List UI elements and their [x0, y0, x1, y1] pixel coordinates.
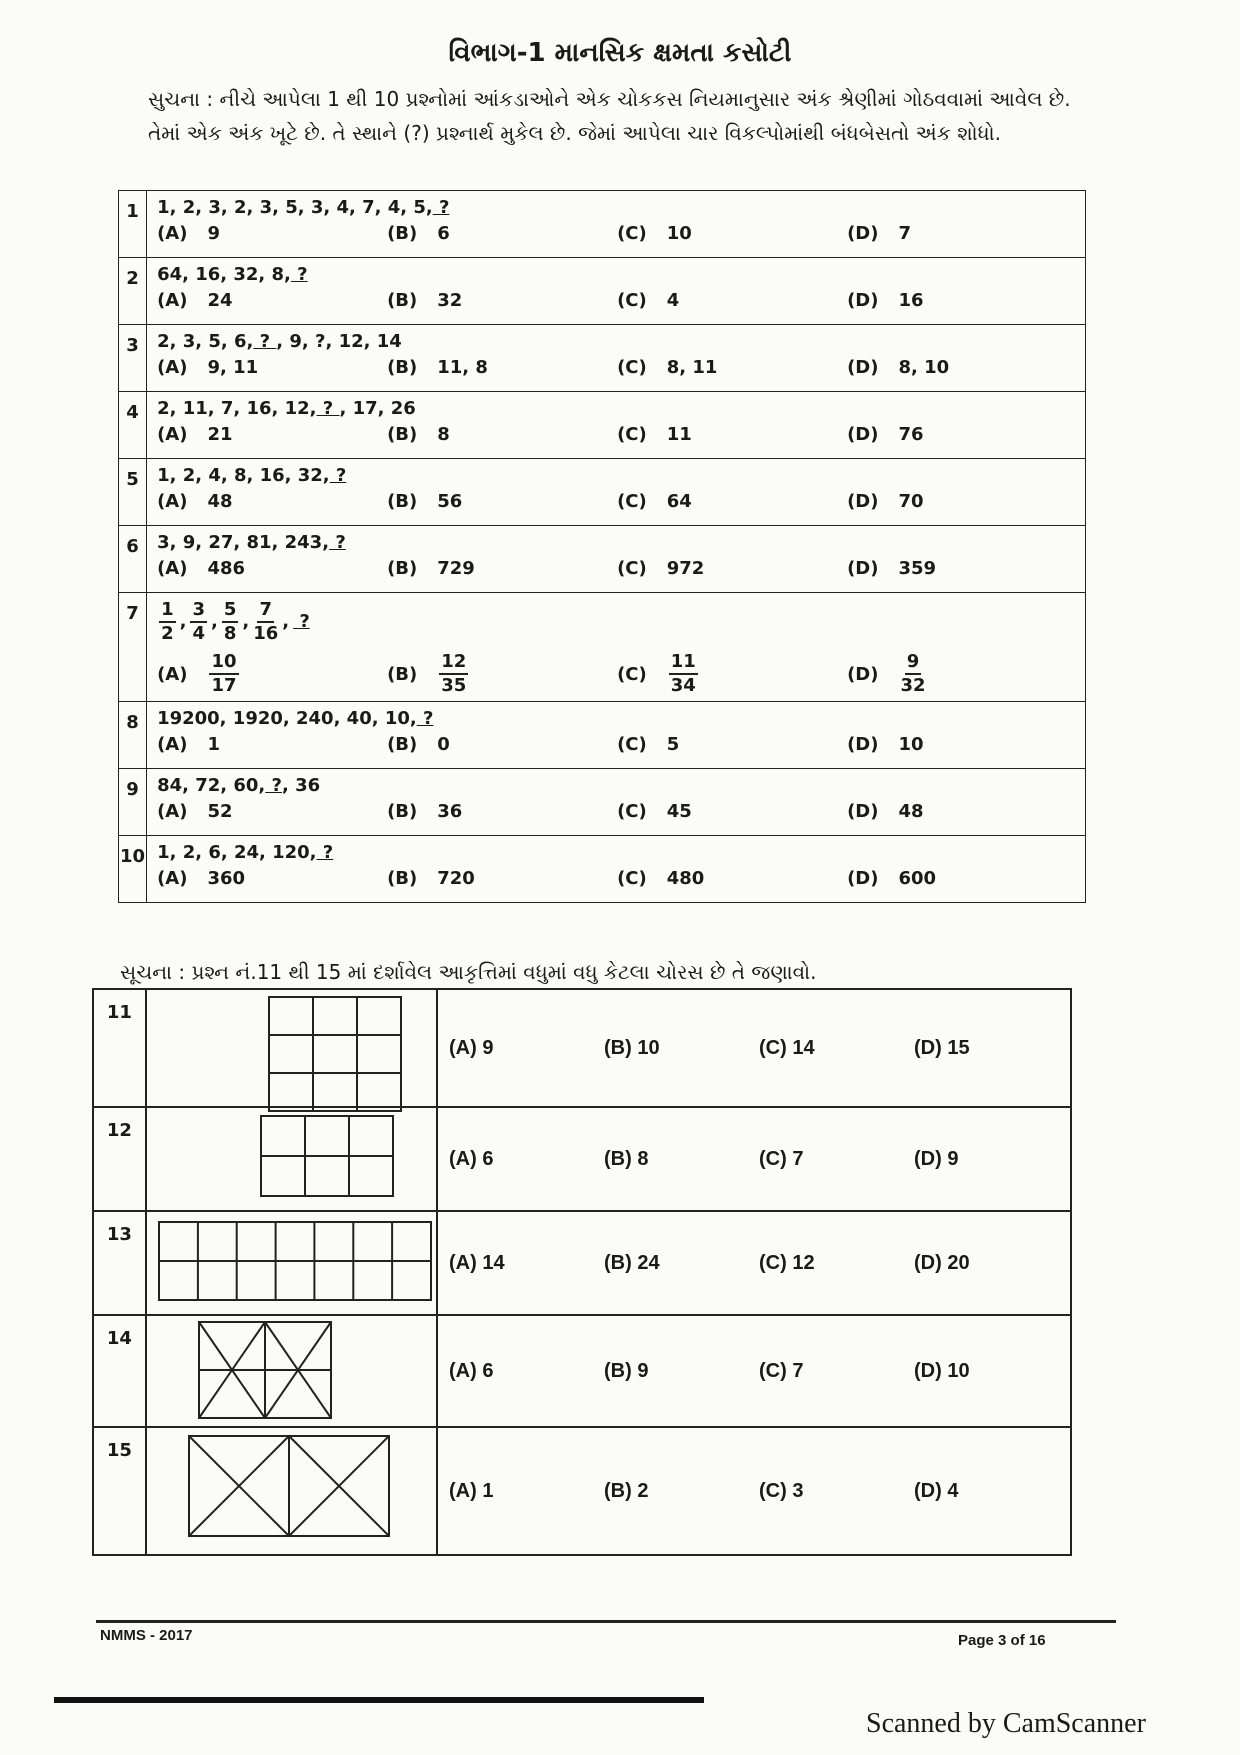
series-text: 2, 3, 5, 6,: [157, 331, 254, 352]
option-value: 360: [207, 868, 246, 889]
option-d[interactable]: (D) 15: [914, 1036, 970, 1059]
option-b[interactable]: (B) 8: [604, 1147, 649, 1170]
option-value: 720: [437, 868, 475, 889]
question-number: 4: [119, 392, 147, 459]
option-d[interactable]: [847, 357, 1077, 378]
option-label: (B): [387, 357, 418, 378]
option-label: (D): [847, 223, 879, 244]
footer-divider: [96, 1620, 1116, 1623]
options: [157, 734, 1077, 755]
options: [157, 491, 1077, 512]
option-a[interactable]: (A) 9: [449, 1036, 494, 1059]
question-body: [147, 836, 1086, 903]
option-b[interactable]: (B) 2: [604, 1479, 649, 1502]
series-questions-table: [118, 190, 1086, 903]
option-d[interactable]: [847, 290, 1077, 311]
instruction-series: સુચના : નીચે આપેલા 1 થી 10 પ્રશ્નોમાં આંકડાઓને એક ચોકકસ નિયમાનુસાર અંક શ્રેણીમાં ગોઠવવામાં આવેલ છે. તેમાં એક અંક ખૂટે છે. તે સ્થાને (?) પ્રશ્નાર્થ મુકેલ છે. જેમાં આપેલા ચાર વિકલ્પોમાંથી બંધબેસતો અંક શોધો.: [148, 87, 1071, 145]
answer-cell: [437, 1427, 1071, 1555]
option-value: 729: [437, 558, 475, 579]
option-value: 10: [666, 223, 692, 244]
figure-cell: [146, 1427, 437, 1555]
option-a[interactable]: [157, 868, 387, 889]
option-label: (C): [617, 491, 647, 512]
denominator: 16: [253, 623, 279, 644]
question-number: 6: [119, 526, 147, 593]
option-d[interactable]: [847, 558, 1077, 579]
option-c[interactable]: [617, 558, 847, 579]
footer-page-number: Page 3 of 16: [958, 1632, 1046, 1649]
separator: ,: [242, 610, 250, 632]
missing-term: ?: [329, 532, 346, 553]
option-a[interactable]: (A) 6: [449, 1359, 494, 1382]
option-value: 64: [666, 491, 692, 512]
option-value: 11, 8: [437, 357, 488, 378]
option-value: 36: [437, 801, 463, 822]
question-number: 14: [93, 1315, 146, 1427]
option-value: 5: [666, 734, 680, 755]
fraction: [253, 599, 278, 645]
question-body: [147, 258, 1086, 325]
option-label: (A): [157, 868, 188, 889]
option-value: 6: [437, 223, 450, 244]
question-row-4: [119, 392, 1086, 459]
missing-term: ?: [316, 398, 340, 419]
option-label: (B): [387, 558, 418, 579]
option-label: (C): [617, 424, 647, 445]
option-label: (B): [387, 868, 418, 889]
option-label: (A): [157, 223, 188, 244]
instruction-figures: સૂચના : પ્રશ્ન નં.11 થી 15 માં દર્શાવેલ આકૃત્તિમાં વધુમાં વધુ કેટલા ચોરસ છે તે જણાવો.: [120, 960, 817, 984]
missing-term: ?: [293, 610, 310, 632]
option-b[interactable]: [387, 734, 617, 755]
option-value: 32: [437, 290, 463, 311]
option-label: (A): [157, 290, 188, 311]
question-body: [147, 526, 1086, 593]
option-label: (A): [157, 357, 188, 378]
option-value: 486: [207, 558, 246, 579]
question-row-1: [119, 191, 1086, 258]
option-d[interactable]: (D) 4: [914, 1479, 959, 1502]
question-number: 9: [119, 769, 147, 836]
figure-cell: [146, 1315, 437, 1427]
series-text: 1, 2, 6, 24, 120,: [157, 842, 317, 863]
numerator: 7: [257, 599, 274, 623]
separator: ,: [282, 610, 290, 632]
option-a[interactable]: [157, 357, 387, 378]
option-value: 8: [437, 424, 450, 445]
option-value: 9: [207, 223, 220, 244]
question-number: 7: [119, 593, 147, 702]
figure-two-crossed-squares: [187, 1434, 397, 1544]
option-label: (B): [387, 424, 418, 445]
series-text-after: , 9, ?, 12, 14: [276, 331, 402, 352]
separator: ,: [179, 610, 187, 632]
option-label: (D): [847, 868, 879, 889]
option-label: (A): [157, 734, 188, 755]
option-a[interactable]: (A) 6: [449, 1147, 494, 1170]
missing-term: ?: [329, 465, 347, 486]
denominator: 34: [670, 675, 696, 696]
option-d[interactable]: [847, 801, 1077, 822]
numerator: 1: [159, 599, 176, 623]
question-number: 10: [119, 836, 147, 903]
option-label: (A): [157, 801, 188, 822]
question-row-15: [93, 1427, 1071, 1555]
denominator: 17: [211, 675, 237, 696]
figure-grid-2x3: [259, 1114, 399, 1204]
series-text-after: , 36: [281, 775, 321, 796]
option-label: (C): [617, 868, 647, 889]
option-value: 48: [207, 491, 233, 512]
figure-cell: [146, 1107, 437, 1211]
series-text: 2, 11, 7, 16, 12,: [157, 398, 317, 419]
options: [157, 651, 1077, 697]
question-number: 1: [119, 191, 147, 258]
question-row-13: [93, 1211, 1071, 1315]
question-row-3: [119, 325, 1086, 392]
number-series: [157, 197, 1077, 223]
missing-term: ?: [416, 708, 434, 729]
option-label: (D): [847, 357, 879, 378]
fraction: [159, 599, 176, 645]
option-b[interactable]: [387, 357, 617, 378]
option-label: (B): [387, 290, 418, 311]
option-b[interactable]: [387, 424, 617, 445]
option-label: (C): [617, 290, 647, 311]
denominator: 2: [161, 623, 174, 644]
option-label: (C): [617, 357, 647, 378]
option-label: (D): [847, 558, 879, 579]
options: [157, 868, 1077, 889]
denominator: 32: [900, 675, 926, 696]
answer-cell: [437, 989, 1071, 1107]
question-number: 3: [119, 325, 147, 392]
missing-term: ?: [253, 331, 277, 352]
missing-term: ?: [432, 197, 450, 218]
option-a[interactable]: [157, 491, 387, 512]
option-c[interactable]: [617, 357, 847, 378]
option-label: (B): [387, 734, 418, 755]
option-a[interactable]: [157, 558, 387, 579]
option-value: 70: [898, 491, 924, 512]
figure-questions-table: [92, 988, 1072, 1556]
option-value: 7: [898, 223, 911, 244]
question-body: [147, 392, 1086, 459]
question-number: 2: [119, 258, 147, 325]
options: [157, 424, 1077, 445]
option-label: (D): [847, 290, 879, 311]
question-body: [147, 459, 1086, 526]
scan-edge-line: [54, 1697, 704, 1703]
series-text: 19200, 1920, 240, 40, 10,: [157, 708, 417, 729]
option-value: 56: [437, 491, 463, 512]
option-a[interactable]: (A) 1: [449, 1479, 494, 1502]
option-a[interactable]: (A) 14: [449, 1251, 505, 1274]
question-body: [147, 325, 1086, 392]
numerator: 3: [190, 599, 207, 623]
section-title: વિભાગ-1 માનસિક ક્ષમતા કસોટી: [448, 38, 792, 68]
option-b[interactable]: (B) 10: [604, 1036, 660, 1059]
option-b[interactable]: (B) 24: [604, 1251, 660, 1274]
option-label: (B): [387, 223, 418, 244]
separator: ,: [210, 610, 218, 632]
question-row-5: [119, 459, 1086, 526]
question-row-7: [119, 593, 1086, 702]
missing-term: ?: [265, 775, 282, 796]
option-value: 16: [898, 290, 924, 311]
option-d[interactable]: (D) 20: [914, 1251, 970, 1274]
series-text: 1, 2, 4, 8, 16, 32,: [157, 465, 330, 486]
figure-cell: [146, 1211, 437, 1315]
option-label: (A): [157, 558, 188, 579]
option-label: (C): [617, 734, 647, 755]
option-c[interactable]: (C) 3: [759, 1479, 804, 1502]
option-value: 4: [666, 290, 680, 311]
fraction-series: [157, 599, 1077, 645]
option-label: (C): [617, 223, 647, 244]
missing-term: ?: [290, 264, 308, 285]
numerator: 10: [209, 651, 238, 675]
number-series: [157, 398, 1077, 424]
option-b[interactable]: (B) 9: [604, 1359, 649, 1382]
options: [157, 290, 1077, 311]
option-value: 1: [207, 734, 220, 755]
option-value: 21: [207, 424, 233, 445]
number-series: [157, 532, 1077, 558]
options: [157, 223, 1077, 244]
option-value: 8, 11: [666, 357, 718, 378]
option-d[interactable]: (D) 10: [914, 1359, 970, 1382]
option-b[interactable]: [387, 290, 617, 311]
answer-cell: [437, 1211, 1071, 1315]
option-value: 24: [207, 290, 233, 311]
question-number: 11: [93, 989, 146, 1107]
denominator: 4: [192, 623, 205, 644]
option-label: (B): [387, 491, 418, 512]
option-a[interactable]: [157, 424, 387, 445]
option-value: 11: [666, 424, 692, 445]
option-value: 45: [666, 801, 692, 822]
question-number: 13: [93, 1211, 146, 1315]
figure-crossed-rectangle: [197, 1320, 337, 1424]
option-c[interactable]: [617, 290, 847, 311]
option-d[interactable]: [847, 651, 1077, 697]
denominator: 8: [223, 623, 237, 644]
options: [157, 558, 1077, 579]
figure-cell: [146, 989, 437, 1107]
series-text: 84, 72, 60,: [157, 775, 266, 796]
question-row-11: [93, 989, 1071, 1107]
series-text: 1, 2, 3, 2, 3, 5, 3, 4, 7, 4, 5,: [157, 197, 433, 218]
question-row-2: [119, 258, 1086, 325]
missing-term: ?: [316, 842, 334, 863]
option-a[interactable]: [157, 734, 387, 755]
option-value: 52: [207, 801, 233, 822]
option-label: (A): [157, 424, 188, 445]
option-c[interactable]: [617, 424, 847, 445]
question-body: [147, 593, 1086, 702]
fraction: [190, 599, 207, 645]
option-label: (D): [847, 663, 879, 685]
option-d[interactable]: [847, 491, 1077, 512]
number-series: [157, 465, 1077, 491]
figure-grid-3x3: [267, 995, 407, 1115]
question-number: 5: [119, 459, 147, 526]
option-value: 10: [898, 734, 924, 755]
numerator: 5: [222, 599, 239, 623]
option-c[interactable]: [617, 868, 847, 889]
option-label: (D): [847, 734, 879, 755]
option-label: (B): [387, 801, 418, 822]
option-c[interactable]: [617, 801, 847, 822]
number-series: [157, 842, 1077, 868]
option-c[interactable]: [617, 734, 847, 755]
option-b[interactable]: [387, 223, 617, 244]
figure-grid-2x7: [157, 1220, 437, 1306]
option-value: 48: [898, 801, 924, 822]
option-a[interactable]: [157, 223, 387, 244]
option-d[interactable]: [847, 424, 1077, 445]
question-row-14: [93, 1315, 1071, 1427]
option-a[interactable]: [157, 651, 387, 697]
option-c[interactable]: [617, 491, 847, 512]
option-a[interactable]: [157, 290, 387, 311]
answer-cell: [437, 1315, 1071, 1427]
option-label: (C): [617, 801, 647, 822]
option-label: (A): [157, 663, 188, 685]
question-body: [147, 702, 1086, 769]
option-label: (C): [617, 558, 647, 579]
option-d[interactable]: [847, 734, 1077, 755]
question-number: 15: [93, 1427, 146, 1555]
question-body: [147, 191, 1086, 258]
fraction: [439, 651, 468, 697]
option-value: 9, 11: [207, 357, 259, 378]
option-label: (D): [847, 801, 879, 822]
option-b[interactable]: [387, 491, 617, 512]
number-series: [157, 264, 1077, 290]
question-number: 12: [93, 1107, 146, 1211]
fraction: [222, 599, 239, 645]
series-text-after: , 17, 26: [339, 398, 416, 419]
option-value: 76: [898, 424, 924, 445]
series-text: 3, 9, 27, 81, 243,: [157, 532, 330, 553]
question-row-12: [93, 1107, 1071, 1211]
numerator: 9: [905, 651, 922, 675]
fraction: [900, 651, 925, 697]
question-row-8: [119, 702, 1086, 769]
option-value: 0: [437, 734, 450, 755]
option-b[interactable]: [387, 868, 617, 889]
option-c[interactable]: [617, 651, 847, 697]
option-d[interactable]: (D) 9: [914, 1147, 959, 1170]
option-value: 480: [666, 868, 705, 889]
option-c[interactable]: [617, 223, 847, 244]
option-c[interactable]: (C) 7: [759, 1359, 804, 1382]
option-value: 600: [898, 868, 937, 889]
option-c[interactable]: (C) 12: [759, 1251, 815, 1274]
option-value: 972: [666, 558, 705, 579]
option-d[interactable]: [847, 223, 1077, 244]
option-b[interactable]: [387, 801, 617, 822]
number-series: [157, 331, 1077, 357]
option-c[interactable]: (C) 7: [759, 1147, 804, 1170]
question-number: 8: [119, 702, 147, 769]
question-row-10: [119, 836, 1086, 903]
options: [157, 801, 1077, 822]
question-row-6: [119, 526, 1086, 593]
option-b[interactable]: [387, 651, 617, 697]
option-label: (B): [387, 663, 418, 685]
fraction: [669, 651, 698, 697]
numerator: 12: [439, 651, 468, 675]
footer-exam-name: NMMS - 2017: [100, 1627, 193, 1644]
denominator: 35: [441, 675, 467, 696]
question-row-9: [119, 769, 1086, 836]
options: [157, 357, 1077, 378]
option-label: (A): [157, 491, 188, 512]
fraction: [209, 651, 238, 697]
option-label: (C): [617, 663, 647, 685]
option-label: (D): [847, 491, 879, 512]
option-label: (D): [847, 424, 879, 445]
series-text: 64, 16, 32, 8,: [157, 264, 291, 285]
question-body: [147, 769, 1086, 836]
scanner-watermark: Scanned by CamScanner: [866, 1708, 1146, 1739]
number-series: [157, 708, 1077, 734]
option-d[interactable]: [847, 868, 1077, 889]
number-series: [157, 775, 1077, 801]
option-a[interactable]: [157, 801, 387, 822]
option-c[interactable]: (C) 14: [759, 1036, 815, 1059]
option-b[interactable]: [387, 558, 617, 579]
answer-cell: [437, 1107, 1071, 1211]
numerator: 11: [669, 651, 698, 675]
option-value: 8, 10: [898, 357, 950, 378]
option-value: 359: [898, 558, 937, 579]
